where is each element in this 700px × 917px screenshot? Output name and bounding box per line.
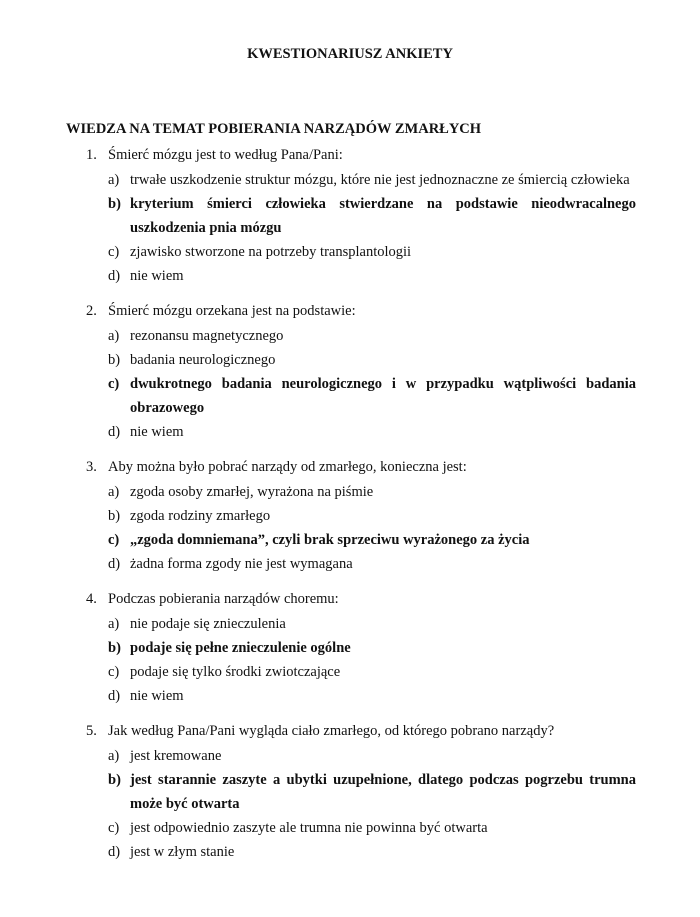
option-text: rezonansu magnetycznego	[130, 328, 284, 344]
answer-option	[108, 816, 636, 840]
option-letter: b)	[108, 352, 121, 368]
question-line	[86, 587, 636, 611]
option-text: jest starannie zaszyte a ubytki uzupełnione, dlatego podczas pogrzebu trumna może być otwarta	[130, 772, 636, 812]
question-line	[86, 143, 636, 167]
option-text: zgoda osoby zmarłej, wyrażona na piśmie	[130, 484, 374, 500]
option-text: żadna forma zgody nie jest wymagana	[130, 556, 353, 572]
question-number: 1.	[86, 147, 97, 163]
answer-options	[108, 612, 636, 708]
question-line	[86, 455, 636, 479]
answer-option	[108, 480, 636, 504]
option-letter: d)	[108, 688, 121, 704]
question-number: 2.	[86, 303, 97, 319]
option-letter: d)	[108, 424, 121, 440]
question-5	[86, 719, 636, 864]
option-letter: b)	[108, 196, 121, 212]
option-text: podaje się pełne znieczulenie ogólne	[130, 640, 351, 656]
option-text: badania neurologicznego	[130, 352, 276, 368]
option-letter: a)	[108, 328, 120, 344]
answer-option	[108, 660, 636, 684]
answer-option	[108, 768, 636, 816]
option-letter: b)	[108, 772, 121, 788]
answer-option	[108, 420, 636, 444]
answer-option	[108, 840, 636, 864]
answer-option	[108, 684, 636, 708]
option-letter: a)	[108, 748, 120, 764]
question-text: Śmierć mózgu orzekana jest na podstawie:	[108, 303, 356, 319]
option-letter: b)	[108, 640, 121, 656]
option-letter: c)	[108, 376, 120, 392]
option-letter: a)	[108, 484, 120, 500]
answer-option	[108, 324, 636, 348]
option-text: nie wiem	[130, 424, 184, 440]
option-text: kryterium śmierci człowieka stwierdzane na podstawie nieodwracalnego uszkodzenia pnia mózgu	[130, 196, 636, 236]
option-letter: a)	[108, 616, 120, 632]
question-text: Śmierć mózgu jest to według Pana/Pani:	[108, 147, 343, 163]
answer-option	[108, 552, 636, 576]
option-text: jest odpowiednio zaszyte ale trumna nie powinna być otwarta	[130, 820, 488, 836]
option-text: jest w złym stanie	[130, 844, 235, 860]
option-text: zjawisko stworzone na potrzeby transplantologii	[130, 244, 412, 260]
option-letter: d)	[108, 844, 121, 860]
question-text: Jak według Pana/Pani wygląda ciało zmarłego, od którego pobrano narządy?	[108, 723, 555, 739]
option-text: nie wiem	[130, 268, 184, 284]
answer-options	[108, 744, 636, 864]
answer-option	[108, 612, 636, 636]
option-text: zgoda rodziny zmarłego	[130, 508, 271, 524]
answer-options	[108, 168, 636, 288]
answer-option	[108, 192, 636, 240]
option-text: podaje się tylko środki zwiotczające	[130, 664, 341, 680]
question-text: Podczas pobierania narządów choremu:	[108, 591, 339, 607]
option-letter: c)	[108, 664, 120, 680]
question-number: 4.	[86, 591, 97, 607]
option-letter: d)	[108, 268, 121, 284]
answer-option	[108, 348, 636, 372]
option-letter: d)	[108, 556, 121, 572]
section-title: WIEDZA NA TEMAT POBIERANIA NARZĄDÓW ZMARŁYCH	[66, 121, 482, 137]
question-2	[86, 299, 636, 444]
option-text: „zgoda domniemana”, czyli brak sprzeciwu wyrażonego za życia	[130, 532, 530, 548]
option-letter: c)	[108, 244, 120, 260]
option-text: nie wiem	[130, 688, 184, 704]
option-text: jest kremowane	[130, 748, 222, 764]
answer-options	[108, 324, 636, 444]
answer-option	[108, 240, 636, 264]
answer-option	[108, 168, 636, 192]
question-4	[86, 587, 636, 708]
question-number: 5.	[86, 723, 97, 739]
question-line	[86, 299, 636, 323]
option-letter: c)	[108, 532, 120, 548]
option-text: dwukrotnego badania neurologicznego i w przypadku wątpliwości badania obrazowego	[130, 376, 636, 416]
question-line	[86, 719, 636, 743]
answer-option	[108, 372, 636, 420]
question-number: 3.	[86, 459, 97, 475]
question-3	[86, 455, 636, 576]
question-1	[86, 143, 636, 288]
answer-option	[108, 744, 636, 768]
question-list	[86, 143, 636, 864]
option-letter: b)	[108, 508, 121, 524]
answer-options	[108, 480, 636, 576]
question-text: Aby można było pobrać narządy od zmarłego, konieczna jest:	[108, 459, 467, 475]
option-letter: a)	[108, 172, 120, 188]
answer-option	[108, 636, 636, 660]
answer-option	[108, 528, 636, 552]
option-text: trwałe uszkodzenie struktur mózgu, które nie jest jednoznaczne ze śmiercią człowieka	[130, 172, 630, 188]
option-letter: c)	[108, 820, 120, 836]
option-text: nie podaje się znieczulenia	[130, 616, 286, 632]
answer-option	[108, 504, 636, 528]
answer-option	[108, 264, 636, 288]
document-title: KWESTIONARIUSZ ANKIETY	[247, 46, 453, 62]
